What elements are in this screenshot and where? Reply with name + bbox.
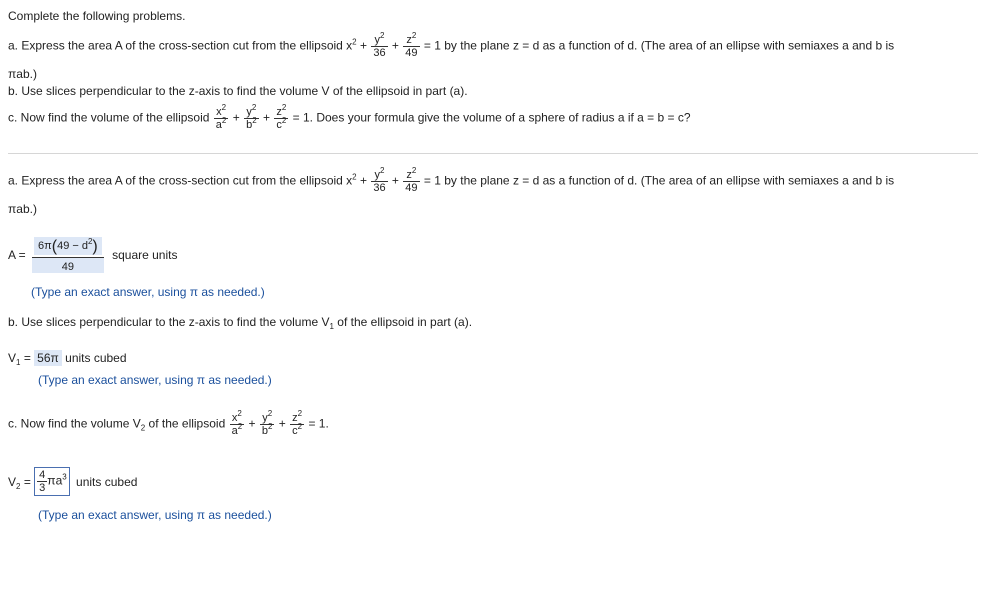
- answer-a-label: A =: [8, 248, 26, 262]
- answer-b-units: units cubed: [65, 351, 127, 365]
- fraction-z-over-49: $\frac{z^2}{49}$: [405, 166, 418, 194]
- answer-part-c-prompt: c. Now find the volume $V_2$ of the ellipsoid $\frac{x^2}{a^2}$ + $\frac{y^2}{b^2}$ + $\frac{z^2}{c^2}$ = 1.: [8, 409, 329, 437]
- fraction-y-over-b: $\frac{y^2}{b^2}$: [246, 103, 257, 131]
- answer-b-input[interactable]: 56π: [34, 350, 62, 366]
- page-title: Complete the following problems.: [8, 9, 186, 23]
- fraction-x-over-a: $\frac{x^2}{a^2}$: [215, 103, 227, 131]
- answer-b-row: [8, 351, 127, 365]
- answer-a-hint: (Type an exact answer, using π as needed.): [31, 285, 265, 299]
- problem-part-b: b. Use slices perpendicular to the z-axis to find the volume V of the ellipsoid in part (a).: [8, 84, 468, 98]
- fraction-z-over-c: $\frac{z^2}{c^2}$: [292, 409, 303, 437]
- fraction-y-over-b: $\frac{y^2}{b^2}$: [261, 409, 273, 437]
- answer-a-units: square units: [112, 248, 178, 262]
- answer-a-input[interactable]: $6\pi(49 - d^2)$: [34, 237, 102, 255]
- problem-part-c: c. Now find the volume of the ellipsoid $\frac{x^2}{a^2}$ + $\frac{y^2}{b^2}$ + $\frac{z^2}{c^2}$ = 1. Does your formula give the volume of a sphere of radius a if a = b = c?: [8, 103, 691, 131]
- problem-part-a: a. Express the area A of the cross-section cut from the ellipsoid $x^2$ + $\frac{y^2}{36}$ + $\frac{z^2}{49}$ = 1 by the plane z = d as a function of d. (The area of an ellipse with semiaxes a and b is: [8, 31, 895, 59]
- fraction-z-over-49: $\frac{z^2}{49}$: [405, 31, 418, 59]
- fraction-y-over-36: $\frac{y^2}{36}$: [373, 166, 386, 194]
- answer-a-fraction: $\frac{6\pi(49 - d^2)}{49}$: [32, 237, 104, 273]
- answer-part-a-prompt: a. Express the area A of the cross-section cut from the ellipsoid $x^2$ + $\frac{y^2}{36}$ + $\frac{z^2}{49}$ = 1 by the plane z = d as a function of d. (The area of an ellipse with semiaxes a and b is: [8, 166, 895, 194]
- answer-c-hint: (Type an exact answer, using π as needed.): [38, 508, 272, 522]
- fraction-x-over-a: $\frac{x^2}{a^2}$: [231, 409, 243, 437]
- answer-c-row: [8, 467, 137, 496]
- answer-part-b-prompt: b. Use slices perpendicular to the z-axis to find the volume $V_1$ of the ellipsoid in part (a).: [8, 315, 473, 331]
- fraction-y-over-36: $\frac{y^2}{36}$: [373, 31, 386, 59]
- problem-part-a-tail: πab.): [8, 67, 37, 81]
- answer-b-label: $V_1$ =: [8, 351, 31, 367]
- answer-c-input[interactable]: $\frac{4}{3}$ $\pi a^3$: [34, 467, 70, 496]
- answer-c-units: units cubed: [76, 474, 138, 489]
- answer-c-label: $V_2$ =: [8, 474, 31, 491]
- fraction-z-over-c: $\frac{z^2}{c^2}$: [276, 103, 287, 131]
- answer-part-a-tail: πab.): [8, 202, 37, 216]
- problem-part-a-text: a. Express the area A of the cross-section cut from the ellipsoid x: [8, 38, 353, 53]
- answer-b-hint: (Type an exact answer, using π as needed.): [38, 373, 272, 387]
- section-divider: [8, 153, 978, 154]
- answer-a-row: [8, 237, 177, 273]
